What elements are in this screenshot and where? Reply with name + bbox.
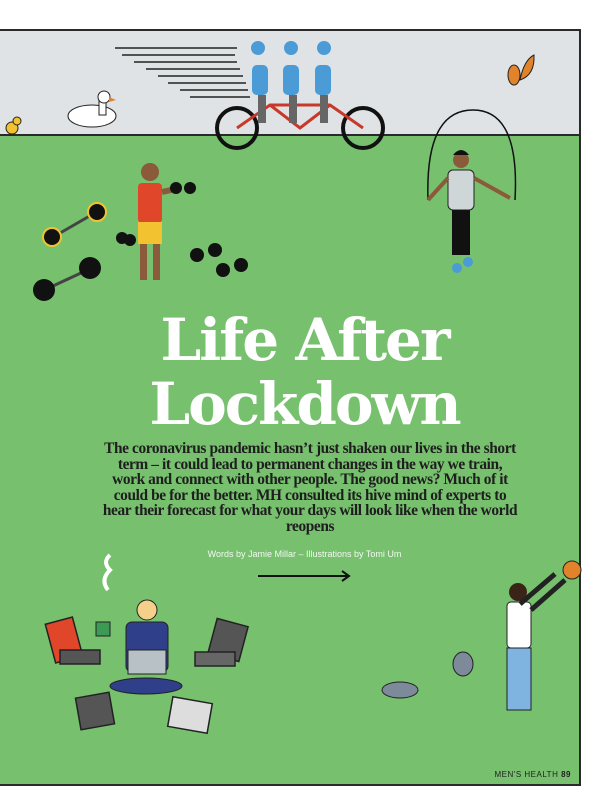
squirrel-icon (508, 55, 534, 85)
page-footer (495, 770, 571, 779)
weightlifter-icon (138, 163, 180, 280)
mug-icon (96, 622, 110, 636)
page-number: 89 (561, 770, 571, 779)
speed-lines (115, 48, 250, 97)
remote-worker-icon (96, 555, 182, 694)
headline-line-2: Lockdown (149, 370, 460, 438)
arrow-right-icon (258, 570, 352, 582)
byline: Words by Jamie Millar – Illustrations by Tomi Um (207, 549, 402, 559)
jump-rope-man-icon (428, 110, 516, 273)
goose-icon (68, 91, 116, 127)
pigeons-icon (382, 652, 473, 698)
headline-line-1: Life After (160, 306, 449, 374)
headline (0, 308, 609, 436)
standfirst: The coronavirus pandemic hasn’t just shaken our lives in the short term – it could lead to permanent changes in the way we train, work and connect with other people. The good news? Much of it could be for the better. MH consulted its hive mind of experts to hear their forecast for what your days will look like when the world reopens (102, 440, 518, 535)
ball-player-icon (507, 561, 581, 710)
barbells-icon (33, 203, 106, 301)
duckling-icon (6, 117, 21, 134)
tandem-bike-icon (217, 41, 383, 148)
dumbbells-icon (116, 182, 248, 277)
magazine-name: MEN'S HEALTH (494, 770, 559, 779)
